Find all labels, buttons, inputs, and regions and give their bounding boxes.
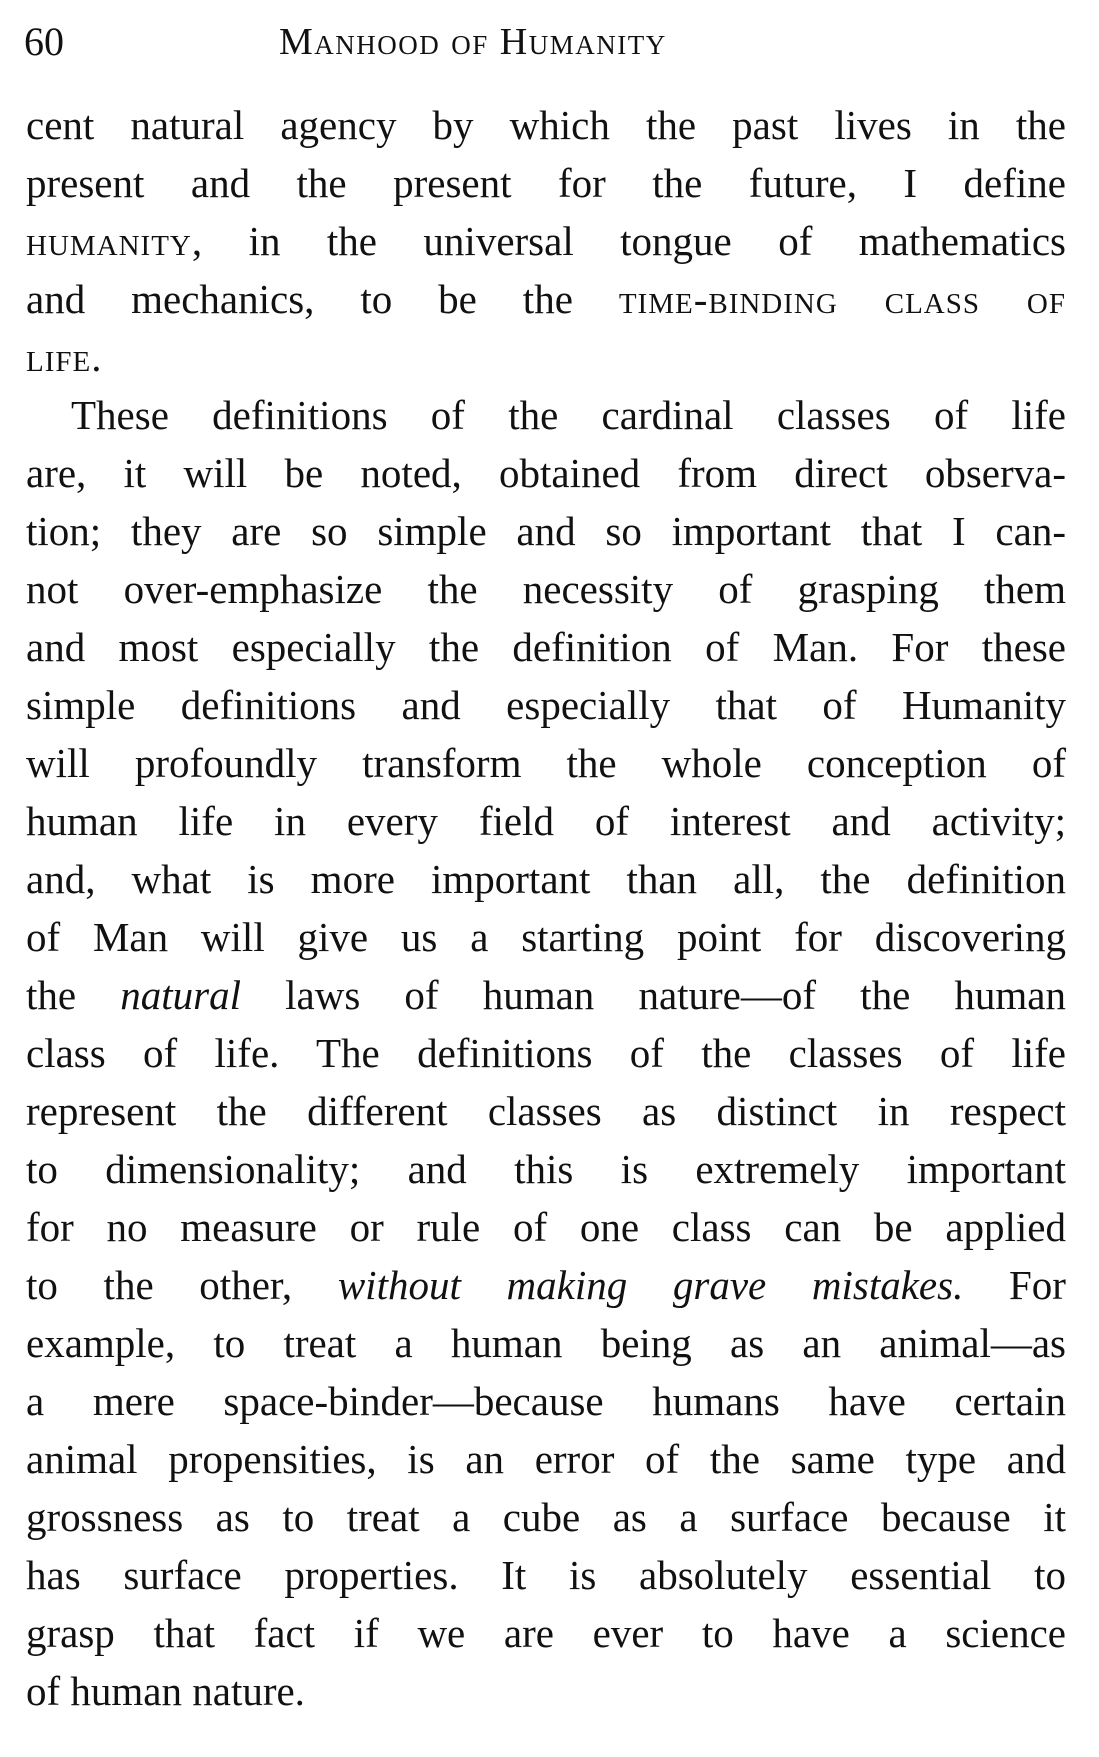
text-segment: grossness as to treat a cube as a surface because it xyxy=(26,1494,1066,1540)
text-segment: tion; they are so simple and so important that I can- xyxy=(26,508,1066,554)
text-line xyxy=(26,1662,1066,1720)
text-segment: will profoundly transform the whole conception of xyxy=(26,740,1066,786)
running-head xyxy=(24,14,1064,74)
text-segment: For xyxy=(963,1262,1066,1308)
text-line xyxy=(26,850,1066,908)
text-segment: example, to treat a human being as an animal—as xyxy=(26,1320,1066,1366)
text-line xyxy=(26,1546,1066,1604)
small-caps-text: humanity xyxy=(26,218,192,264)
text-segment: are, it will be noted, obtained from direct observa- xyxy=(26,450,1066,496)
text-line xyxy=(26,1488,1066,1546)
page-number: 60 xyxy=(24,19,64,64)
text-line xyxy=(26,966,1066,1024)
text-line xyxy=(26,154,1066,212)
text-segment: and most especially the definition of Man. For these xyxy=(26,624,1066,670)
text-segment: cent natural agency by which the past lives in the xyxy=(26,102,1066,148)
text-line xyxy=(26,1198,1066,1256)
text-line xyxy=(26,792,1066,850)
text-segment: to the other, xyxy=(26,1262,338,1308)
text-segment: and mechanics, to be the xyxy=(26,276,619,322)
text-line xyxy=(26,96,1066,154)
text-line xyxy=(26,1372,1066,1430)
italic-text: without making grave mistakes. xyxy=(337,1262,964,1308)
text-segment: represent the different classes as distinct in respect xyxy=(26,1088,1066,1134)
text-line xyxy=(26,1604,1066,1662)
running-title: Manhood of Humanity xyxy=(279,21,667,63)
text-segment: class of life. The definitions of the classes of life xyxy=(26,1030,1066,1076)
text-line xyxy=(26,1140,1066,1198)
text-line xyxy=(26,1430,1066,1488)
text-line xyxy=(26,270,1066,328)
text-segment: laws of human nature—of the human xyxy=(240,972,1066,1018)
text-segment: has surface properties. It is absolutely essential to xyxy=(26,1552,1066,1598)
text-line xyxy=(26,444,1066,502)
text-segment: simple definitions and especially that of Humanity xyxy=(26,682,1066,728)
text-segment: and, what is more important than all, the definition xyxy=(26,856,1066,902)
text-segment: grasp that fact if we are ever to have a science xyxy=(26,1610,1066,1656)
text-line xyxy=(26,1024,1066,1082)
text-line xyxy=(26,502,1066,560)
text-segment: human life in every field of interest and activity; xyxy=(26,798,1066,844)
text-line xyxy=(26,1314,1066,1372)
text-line xyxy=(26,676,1066,734)
text-segment: for no measure or rule of one class can be applied xyxy=(26,1204,1066,1250)
italic-text: natural xyxy=(120,972,241,1018)
text-segment: These definitions of the cardinal classes of life xyxy=(71,392,1066,438)
text-line xyxy=(26,908,1066,966)
text-segment: to dimensionality; and this is extremely important xyxy=(26,1146,1066,1192)
text-segment: , in the universal tongue of mathematics xyxy=(191,218,1066,264)
text-segment: not over-emphasize the necessity of grasping them xyxy=(26,566,1066,612)
text-line xyxy=(26,618,1066,676)
text-line xyxy=(26,560,1066,618)
text-segment: animal propensities, is an error of the same type and xyxy=(26,1436,1066,1482)
text-segment: the xyxy=(26,972,121,1018)
text-segment: present and the present for the future, I define xyxy=(26,160,1066,206)
text-line xyxy=(26,1082,1066,1140)
text-line xyxy=(26,328,1066,386)
small-caps-text: life. xyxy=(26,334,103,380)
text-segment: a mere space-binder—because humans have certain xyxy=(26,1378,1066,1424)
text-segment: of Man will give us a starting point for discovering xyxy=(26,914,1066,960)
body-text xyxy=(26,96,1066,1720)
text-line xyxy=(26,386,1066,444)
text-segment: of human nature. xyxy=(26,1668,305,1714)
text-line xyxy=(26,212,1066,270)
small-caps-text: time-binding class of xyxy=(618,276,1066,322)
text-line xyxy=(26,1256,1066,1314)
text-line xyxy=(26,734,1066,792)
